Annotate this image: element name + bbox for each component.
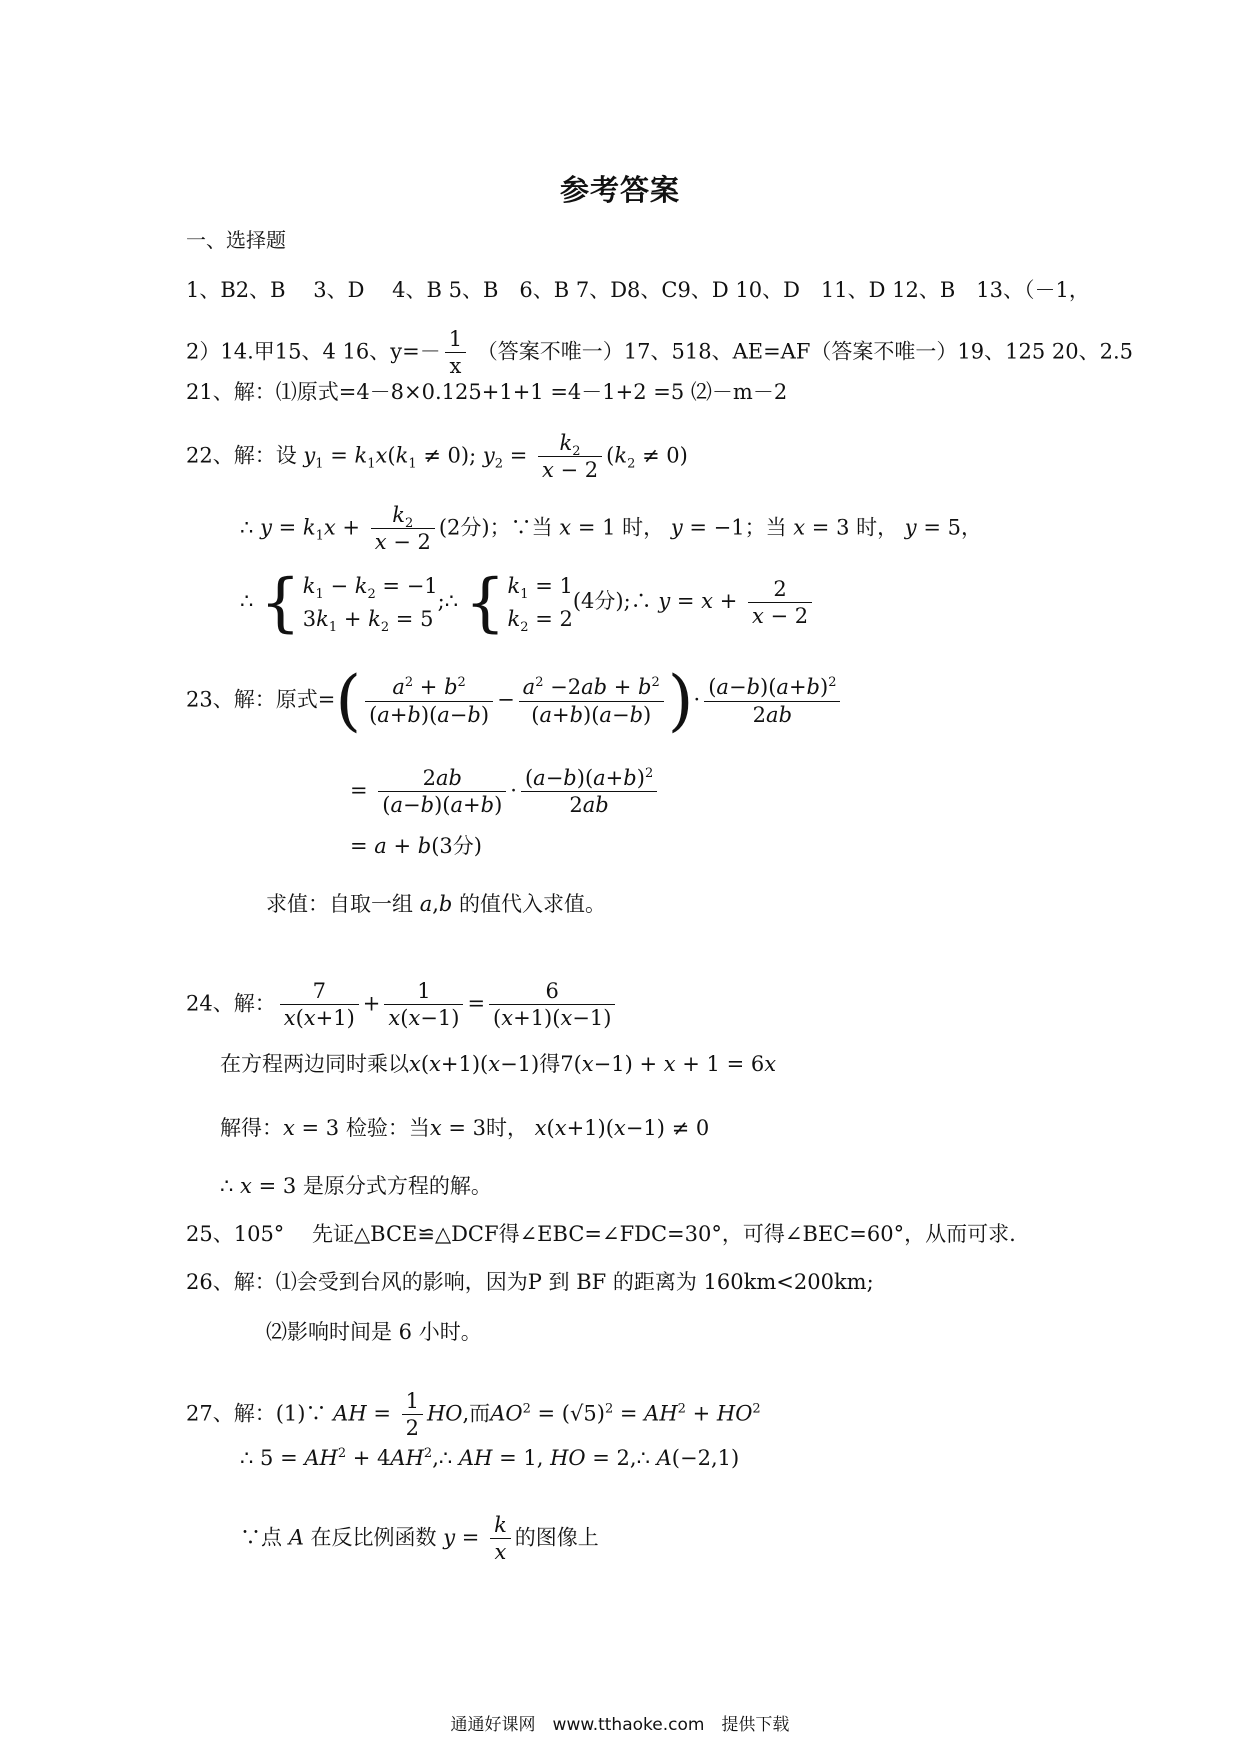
answer-24-line2: 在方程两边同时乘以x(x+1)(x−1)得7(x−1) + x + 1 = 6x [220, 1052, 777, 1076]
answer-22-line3: ∴ { $k_1 - k_2 = -1$ $3k_1 + k_2 = 5$ ;∴ { $k_1 = 1$ $k_2 = 2$ (4分);∴ y = x + $\frac{2}{x - 2}$ [240, 570, 816, 635]
answer-23-line2: = $\frac{2ab}{(a-b)(a+b)}$ · $\frac{(a-b)(a+b)^2}{2ab}$ [350, 765, 661, 819]
answer-23-line3: = a + b(3分) [350, 834, 482, 858]
answer-24-line4: ∴ x = 3 是原分式方程的解。 [220, 1174, 492, 1198]
answer-25: 25、105° 先证△BCE≌△DCF得∠EBC=∠FDC=30°，可得∠BEC=60°，从而可求. [186, 1222, 1016, 1246]
answer-27-line3: ∵点 A 在反比例函数 y = $\frac{k}{x}$ 的图像上 [240, 1513, 599, 1565]
answer-27-line2: ∴ $5 = AH^2$ + $4AH^2,\therefore$ AH = 1, HO = 2,∴ A(−2,1) [240, 1446, 740, 1470]
choice-answers-line1: 1、B2、B 3、D 4、B 5、B 6、B 7、D8、C9、D 10、D 11、D 12、B 13、（－1， [186, 278, 1090, 302]
answer-26-line1: 26、解：⑴会受到台风的影响，因为P 到 BF 的距离为 160km<200km; [186, 1270, 874, 1294]
answer-27-line1: 27、解：(1)∵ AH = $\frac{1}{2}$ HO,而$AO^2 = (√5)^2 = AH^2 + HO^2$ [186, 1389, 761, 1441]
answer-26-line2: ⑵影响时间是 6 小时。 [266, 1320, 482, 1344]
page-title: 参考答案 [559, 173, 680, 207]
answer-23-note: 求值：自取一组 a,b 的值代入求值。 [266, 892, 607, 916]
answer-21: 21、解：⑴原式=4－8×0.125+1+1 =4－1+2 =5 ⑵－m－2 [186, 380, 788, 404]
answer-24-line1: 24、解： $\frac{7}{x(x+1)}$ + $\frac{1}{x(x-1)}$ = $\frac{6}{(x+1)(x-1)}$ [186, 978, 619, 1032]
answer-23-line1: 23、解：原式=( $\frac{a^2 + b^2}{(a+b)(a-b)}$ − $\frac{a^2 -2ab + b^2}{(a+b)(a-b)}$ )· $\frac{(a-b)(a+b)^2}{2ab}$ [186, 668, 844, 734]
answer-24-line3: 解得：x = 3 检验：当x = 3时， x(x+1)(x−1) ≠ 0 [220, 1116, 710, 1140]
answer-22-line2: ∴ $y = k_1x$ + $\frac{k_2}{x - 2}$ (2分)；∵当 x = 1 时， y = −1；当 x = 3 时， y = 5， [240, 503, 982, 555]
choice-answers-line2: 2）14.甲15、4 16、y=－ $\frac{1}{x}$ （答案不唯一）17、518、AE=AF（答案不唯一）19、125 20、2.5 [186, 327, 1133, 379]
answer-22-line1: 22、解：设 $y_1 = k_1x(k_1 \ne 0)$; $y_2$ = $\frac{k_2}{x - 2}$ $(k_2 \ne 0)$ [186, 431, 688, 483]
section-heading: 一、选择题 [186, 228, 286, 252]
page-footer: 通通好课网 www.tthaoke.com 提供下载 [450, 1715, 790, 1735]
